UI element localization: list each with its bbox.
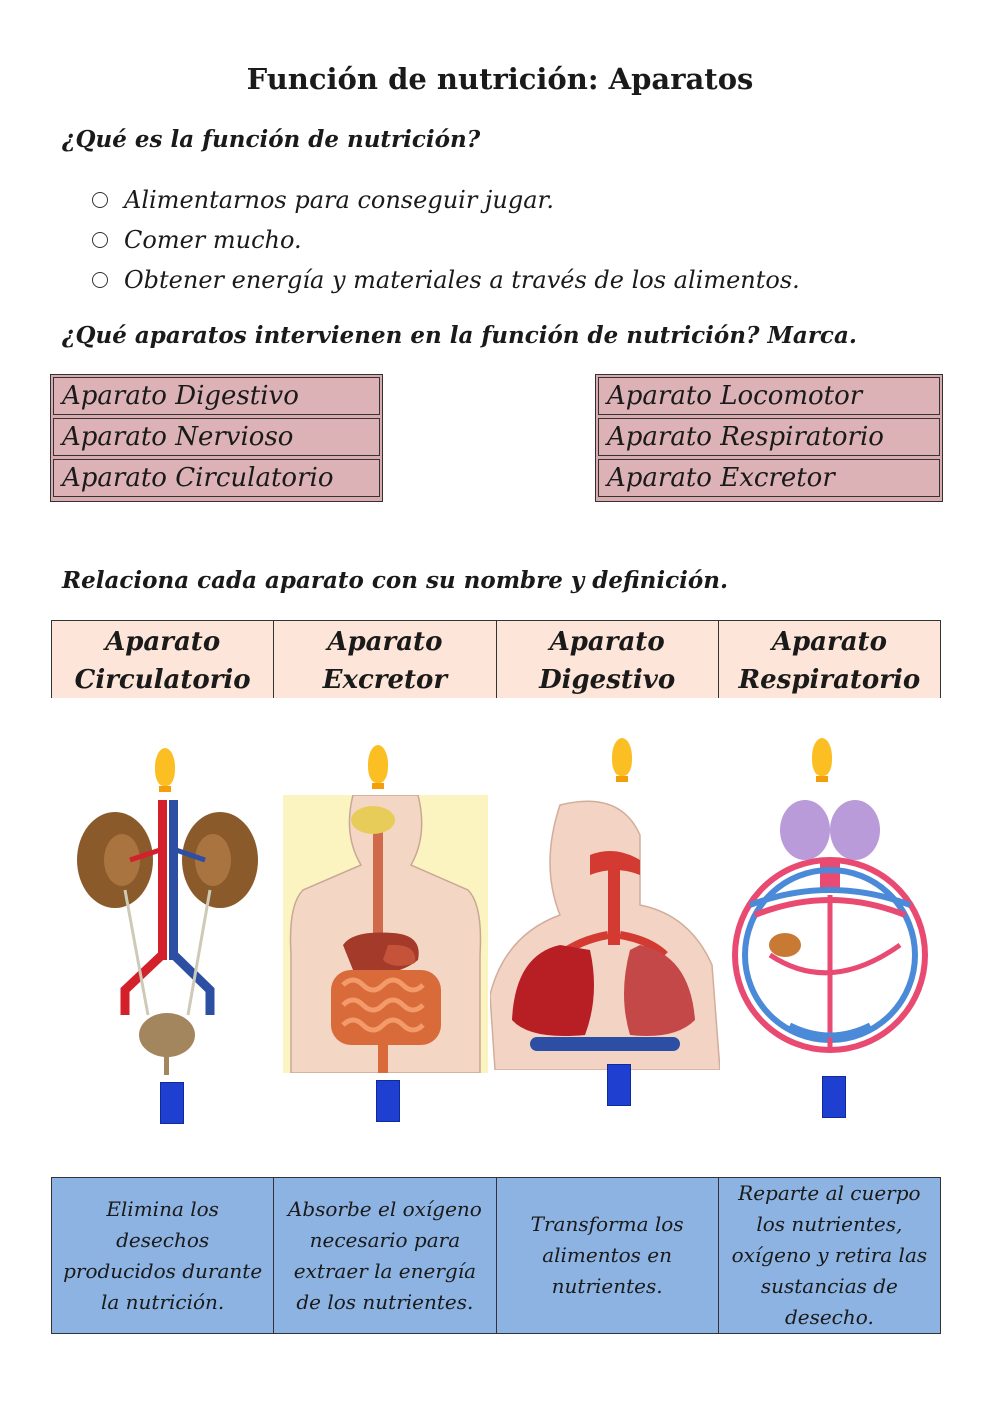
question-2: ¿Qué aparatos intervienen en la función de nutrición? Marca. bbox=[62, 322, 857, 349]
system-locomotor[interactable]: Aparato Locomotor bbox=[598, 377, 940, 415]
question-1: ¿Qué es la función de nutrición? bbox=[62, 126, 481, 153]
system-respiratorio[interactable]: Aparato Respiratorio bbox=[598, 418, 940, 456]
kidneys-illustration bbox=[70, 790, 265, 1080]
drop-slot-1[interactable] bbox=[160, 1082, 184, 1124]
option-3[interactable]: Obtener energía y materiales a través de los alimentos. bbox=[92, 260, 800, 300]
definitions-row bbox=[51, 1177, 941, 1334]
drop-slot-3[interactable] bbox=[607, 1064, 631, 1106]
system-nervioso[interactable]: Aparato Nervioso bbox=[53, 418, 380, 456]
system-digestivo[interactable]: Aparato Digestivo bbox=[53, 377, 380, 415]
system-circulatorio[interactable]: Aparato Circulatorio bbox=[53, 459, 380, 497]
radio-circle-icon[interactable] bbox=[92, 272, 108, 288]
name-digestivo[interactable]: Aparato Digestivo bbox=[497, 621, 719, 698]
circulatory-system-illustration bbox=[730, 795, 940, 1060]
name-circulatorio[interactable]: Aparato Circulatorio bbox=[52, 621, 274, 698]
digestive-system-illustration bbox=[283, 795, 488, 1073]
systems-right-box bbox=[595, 374, 943, 502]
option-2[interactable]: Comer mucho. bbox=[92, 220, 800, 260]
name-respiratorio[interactable]: Aparato Respiratorio bbox=[738, 627, 921, 695]
systems-left-box bbox=[50, 374, 383, 502]
radio-circle-icon[interactable] bbox=[92, 192, 108, 208]
drop-slot-2[interactable] bbox=[376, 1080, 400, 1122]
drop-pin-4[interactable] bbox=[812, 738, 832, 776]
name-excretor[interactable]: Aparato Excretor bbox=[274, 621, 496, 698]
drop-pin-1[interactable] bbox=[155, 748, 175, 786]
page-title: Función de nutrición: Aparatos bbox=[246, 62, 754, 96]
drop-slot-4[interactable] bbox=[822, 1076, 846, 1118]
system-excretor[interactable]: Aparato Excretor bbox=[598, 459, 940, 497]
lungs-illustration bbox=[490, 795, 720, 1070]
radio-circle-icon[interactable] bbox=[92, 232, 108, 248]
options-list bbox=[92, 180, 800, 300]
option-1[interactable]: Alimentarnos para conseguir jugar. bbox=[92, 180, 800, 220]
definition-3[interactable]: Transforma los alimentos en nutrientes. bbox=[497, 1178, 719, 1333]
definition-4[interactable]: Reparte al cuerpo los nutrientes, oxígeno y retira las sustancias de desecho. bbox=[731, 1181, 928, 1329]
drop-pin-3[interactable] bbox=[612, 738, 632, 776]
definition-1[interactable]: Elimina los desechos producidos durante la nutrición. bbox=[52, 1178, 274, 1333]
question-3: Relaciona cada aparato con su nombre y definición. bbox=[62, 567, 728, 594]
definition-2[interactable]: Absorbe el oxígeno necesario para extraer la energía de los nutrientes. bbox=[274, 1178, 496, 1333]
drop-pin-2[interactable] bbox=[368, 745, 388, 783]
names-row bbox=[51, 620, 941, 698]
